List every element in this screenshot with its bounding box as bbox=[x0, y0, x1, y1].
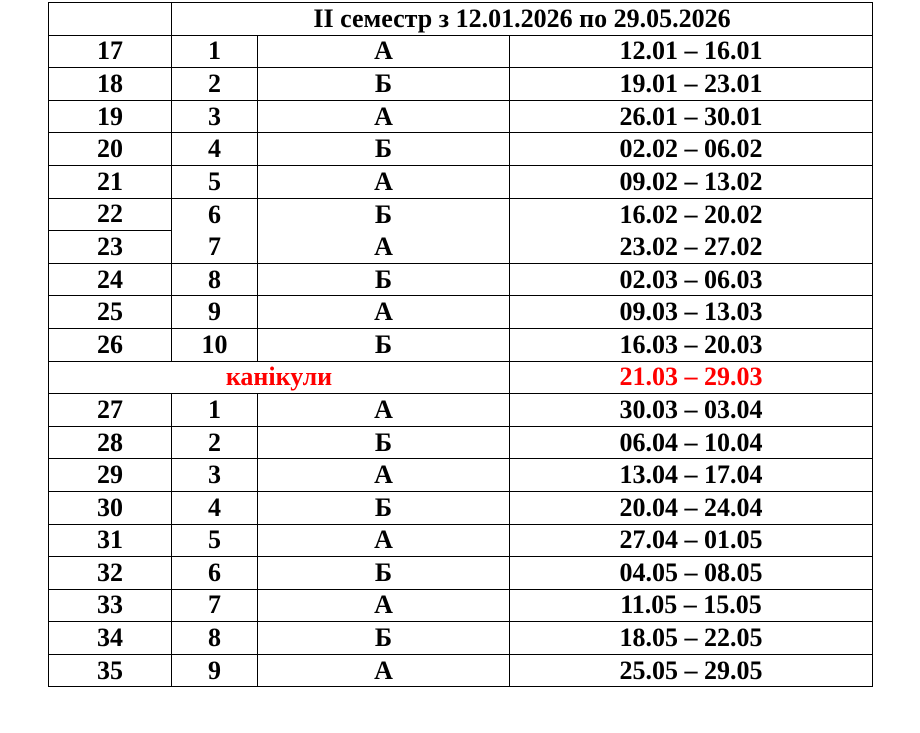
lesson-week-number: 2 bbox=[172, 426, 258, 459]
table-row bbox=[49, 394, 873, 427]
week-type: А bbox=[258, 654, 510, 687]
week-dates: 27.04 – 01.05 bbox=[510, 524, 873, 557]
week-type: Б bbox=[258, 263, 510, 296]
week-number: 21 bbox=[49, 165, 172, 198]
semester-schedule-table bbox=[48, 2, 873, 687]
table-row bbox=[49, 263, 873, 296]
week-type: А bbox=[258, 165, 510, 198]
table-row bbox=[49, 296, 873, 329]
week-number: 35 bbox=[49, 654, 172, 687]
week-dates: 11.05 – 15.05 bbox=[510, 589, 873, 622]
week-dates: 09.02 – 13.02 bbox=[510, 165, 873, 198]
lesson-week-number: 5 bbox=[172, 165, 258, 198]
week-type: А bbox=[258, 296, 510, 329]
table-row bbox=[49, 35, 873, 68]
lesson-week-number: 6 bbox=[172, 557, 258, 590]
week-type: А bbox=[258, 524, 510, 557]
week-type: А bbox=[258, 100, 510, 133]
lesson-week-number: 6 bbox=[172, 198, 258, 231]
week-number: 18 bbox=[49, 68, 172, 101]
lesson-week-number: 10 bbox=[172, 328, 258, 361]
week-number: 22 bbox=[49, 198, 172, 231]
holiday-row bbox=[49, 361, 873, 394]
header-empty-cell bbox=[49, 3, 172, 36]
week-number: 33 bbox=[49, 589, 172, 622]
lesson-week-number: 9 bbox=[172, 296, 258, 329]
lesson-week-number: 8 bbox=[172, 622, 258, 655]
week-dates: 16.03 – 20.03 bbox=[510, 328, 873, 361]
lesson-week-number: 7 bbox=[172, 231, 258, 264]
table-row bbox=[49, 491, 873, 524]
week-dates: 18.05 – 22.05 bbox=[510, 622, 873, 655]
lesson-week-number: 3 bbox=[172, 459, 258, 492]
week-dates: 09.03 – 13.03 bbox=[510, 296, 873, 329]
lesson-week-number: 2 bbox=[172, 68, 258, 101]
holiday-dates: 21.03 – 29.03 bbox=[510, 361, 873, 394]
week-type: А bbox=[258, 459, 510, 492]
table-row bbox=[49, 589, 873, 622]
week-number: 26 bbox=[49, 328, 172, 361]
week-dates: 30.03 – 03.04 bbox=[510, 394, 873, 427]
table-row bbox=[49, 231, 873, 264]
table-row bbox=[49, 459, 873, 492]
week-type: Б bbox=[258, 491, 510, 524]
week-type: Б bbox=[258, 426, 510, 459]
table-row bbox=[49, 557, 873, 590]
week-dates: 20.04 – 24.04 bbox=[510, 491, 873, 524]
week-type: А bbox=[258, 589, 510, 622]
lesson-week-number: 4 bbox=[172, 491, 258, 524]
week-type: Б bbox=[258, 133, 510, 166]
week-dates: 25.05 – 29.05 bbox=[510, 654, 873, 687]
week-number: 32 bbox=[49, 557, 172, 590]
week-number: 30 bbox=[49, 491, 172, 524]
table-row bbox=[49, 524, 873, 557]
lesson-week-number: 9 bbox=[172, 654, 258, 687]
table-row bbox=[49, 622, 873, 655]
week-number: 23 bbox=[49, 231, 172, 264]
week-type: Б bbox=[258, 328, 510, 361]
week-type: А bbox=[258, 394, 510, 427]
table-row bbox=[49, 100, 873, 133]
week-number: 24 bbox=[49, 263, 172, 296]
week-dates: 12.01 – 16.01 bbox=[510, 35, 873, 68]
week-number: 31 bbox=[49, 524, 172, 557]
table-row bbox=[49, 328, 873, 361]
table-row bbox=[49, 68, 873, 101]
semester-title: ІІ семестр з 12.01.2026 по 29.05.2026 bbox=[172, 3, 873, 36]
week-number: 20 bbox=[49, 133, 172, 166]
lesson-week-number: 3 bbox=[172, 100, 258, 133]
week-type: Б bbox=[258, 198, 510, 231]
table-row bbox=[49, 426, 873, 459]
week-number: 19 bbox=[49, 100, 172, 133]
week-number: 17 bbox=[49, 35, 172, 68]
table-row bbox=[49, 654, 873, 687]
week-number: 34 bbox=[49, 622, 172, 655]
week-dates: 26.01 – 30.01 bbox=[510, 100, 873, 133]
week-dates: 04.05 – 08.05 bbox=[510, 557, 873, 590]
week-dates: 02.02 – 06.02 bbox=[510, 133, 873, 166]
week-number: 27 bbox=[49, 394, 172, 427]
table-row bbox=[49, 165, 873, 198]
week-type: Б bbox=[258, 622, 510, 655]
week-number: 25 bbox=[49, 296, 172, 329]
week-dates: 13.04 – 17.04 bbox=[510, 459, 873, 492]
week-number: 28 bbox=[49, 426, 172, 459]
lesson-week-number: 1 bbox=[172, 394, 258, 427]
week-type: Б bbox=[258, 68, 510, 101]
week-number: 29 bbox=[49, 459, 172, 492]
week-type: Б bbox=[258, 557, 510, 590]
week-dates: 02.03 – 06.03 bbox=[510, 263, 873, 296]
holiday-label: канікули bbox=[49, 361, 510, 394]
table-row bbox=[49, 198, 873, 231]
week-type: А bbox=[258, 35, 510, 68]
lesson-week-number: 1 bbox=[172, 35, 258, 68]
lesson-week-number: 8 bbox=[172, 263, 258, 296]
week-dates: 19.01 – 23.01 bbox=[510, 68, 873, 101]
lesson-week-number: 4 bbox=[172, 133, 258, 166]
week-dates: 23.02 – 27.02 bbox=[510, 231, 873, 264]
table-row bbox=[49, 133, 873, 166]
lesson-week-number: 5 bbox=[172, 524, 258, 557]
header-row bbox=[49, 3, 873, 36]
lesson-week-number: 7 bbox=[172, 589, 258, 622]
week-dates: 06.04 – 10.04 bbox=[510, 426, 873, 459]
week-type: А bbox=[258, 231, 510, 264]
week-dates: 16.02 – 20.02 bbox=[510, 198, 873, 231]
